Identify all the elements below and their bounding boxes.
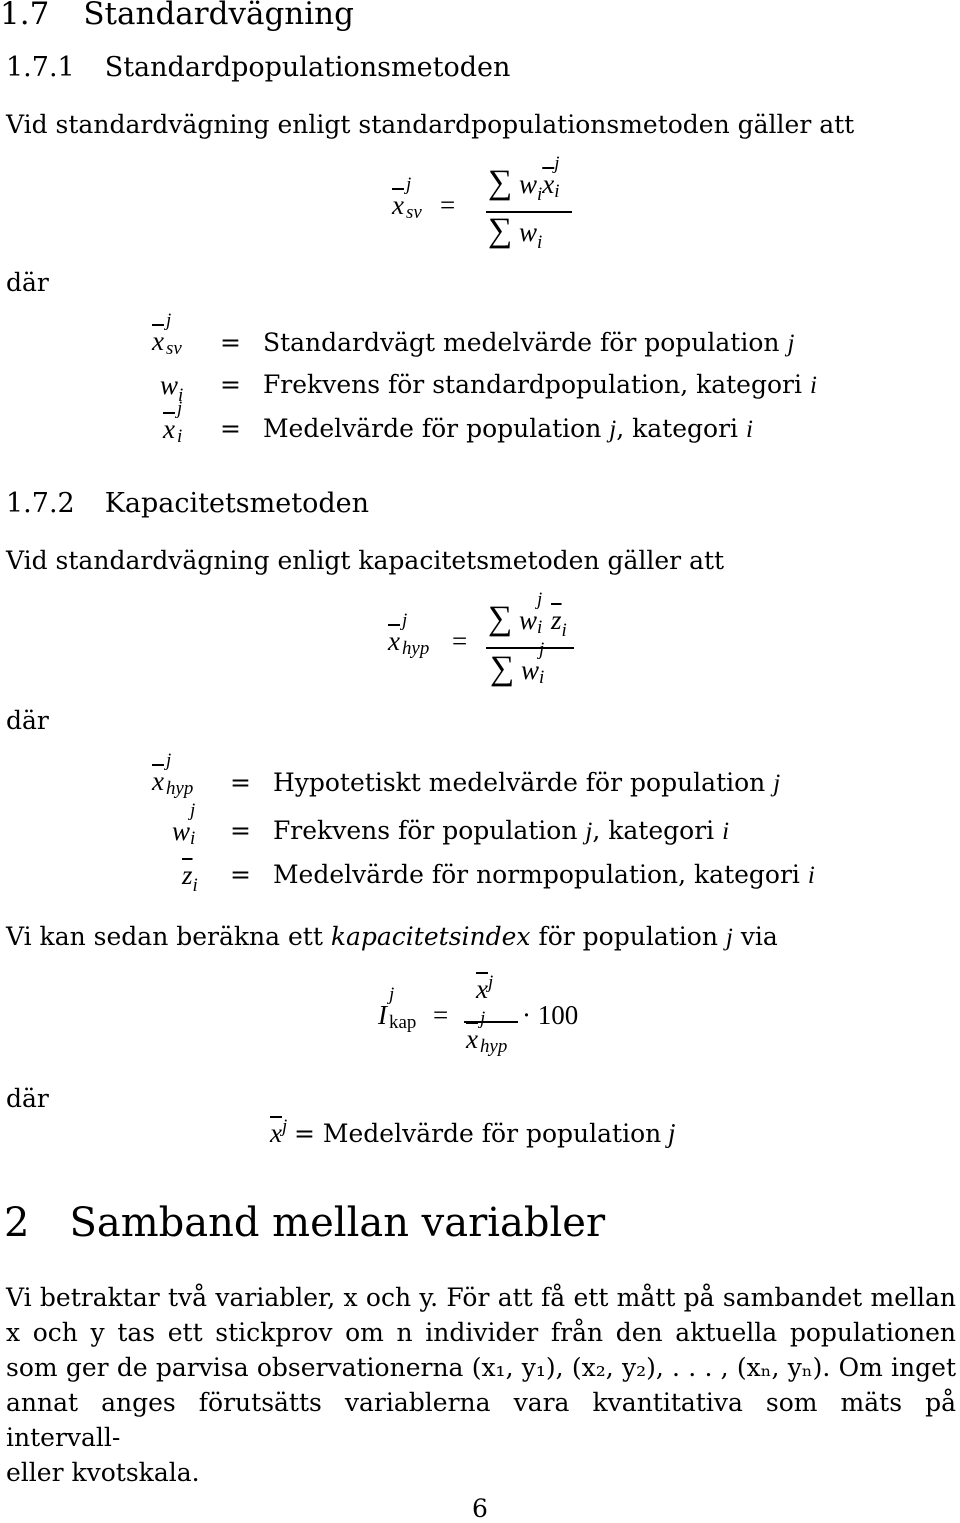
subsection-heading-1-7-1	[6, 52, 510, 83]
def-symbol-xsv: $\overline{x}$ j sv	[152, 310, 182, 359]
intro-text-1-7-2: Vid standardvägning enligt kapacitetsmetoden gäller att	[6, 546, 725, 575]
formula-2-denominator: ∑ w j i	[490, 639, 545, 688]
formula-3-numerator: $\overline{x}^j$	[476, 971, 494, 1004]
subsection-number: 1.7.2	[6, 488, 75, 519]
formula-capacity-index: I j kap =	[378, 984, 449, 1033]
def-symbol-wij: w j i	[172, 800, 196, 849]
def-symbol-zi: $\overline{z}_i$	[182, 860, 198, 896]
definition-row: = Medelvärde för normpopulation, kategori i	[230, 860, 815, 889]
paragraph-line: annat anges förutsätts variablerna vara kvantitativa som mäts på intervall-	[6, 1388, 956, 1452]
definition-row: = Frekvens för standardpopulation, kategori i	[220, 370, 817, 399]
subsection-heading-1-7-2	[6, 488, 369, 519]
def-symbol-xi: $\overline{x}$ j i	[163, 398, 183, 447]
section-title: Samband mellan variabler	[69, 1200, 606, 1246]
section-title: Standardvägning	[83, 0, 354, 32]
definition-row: = Frekvens för population j, kategori i	[230, 816, 730, 845]
xj-definition: $\overline{x}^j$ = Medelvärde för population j	[270, 1115, 676, 1148]
subsection-title: Standardpopulationsmetoden	[104, 52, 511, 83]
subsection-number: 1.7.1	[6, 52, 75, 83]
formula-capacity: $\overline{x}$ j hyp =	[388, 610, 468, 659]
intro-text-1-7-1: Vid standardvägning enligt standardpopulationsmetoden gäller att	[6, 110, 855, 139]
formula-1-numerator: ∑ $w_i\overline{x}$ j i	[488, 153, 560, 205]
formula-1-denominator: ∑ $w_i$	[488, 212, 543, 253]
capacity-index-intro: Vi kan sedan beräkna ett kapacitetsindex för population j via	[6, 922, 778, 951]
fraction-bar	[464, 1021, 518, 1023]
dar-label-2: där	[6, 706, 49, 735]
formula-3-multiplier: · 100	[522, 1000, 579, 1030]
page-number: 6	[472, 1494, 488, 1523]
formula-standard-population: $\overline{x}$ j sv =	[392, 174, 456, 223]
definition-row: = Hypotetiskt medelvärde för population j	[230, 768, 781, 797]
paragraph-line: Vi betraktar två variabler, x och y. För att få ett mått på sambandet mellan	[6, 1283, 956, 1312]
paragraph-line: som ger de parvisa observationerna (x₁, y₁), (x₂, y₂), . . . , (xₙ, yₙ). Om inget	[6, 1353, 956, 1382]
dar-label-3: där	[6, 1084, 49, 1113]
subsection-title: Kapacitetsmetoden	[104, 488, 369, 519]
def-symbol-xhyp: $\overline{x}$ j hyp	[152, 750, 194, 799]
paragraph-line: eller kvotskala.	[6, 1458, 200, 1487]
section-heading-1-7	[0, 0, 354, 32]
definition-row: = Medelvärde för population j, kategori i	[220, 414, 753, 443]
dar-label-1: där	[6, 268, 49, 297]
section-heading-2	[4, 1200, 605, 1246]
fraction-bar	[486, 647, 574, 649]
formula-3-denominator: $\overline{x}$ j hyp	[466, 1008, 508, 1057]
section-number: 2	[4, 1200, 30, 1246]
section-number: 1.7	[0, 0, 50, 32]
section-2-paragraph	[6, 1280, 956, 1490]
def-symbol-wi: $w_i$	[160, 370, 184, 406]
definition-row: = Standardvägt medelvärde för population j	[220, 328, 795, 357]
paragraph-line: x och y tas ett stickprov om n individer från den aktuella populationen	[6, 1318, 956, 1347]
formula-2-numerator: ∑ w j i $\overline{z}_i$	[488, 589, 567, 641]
